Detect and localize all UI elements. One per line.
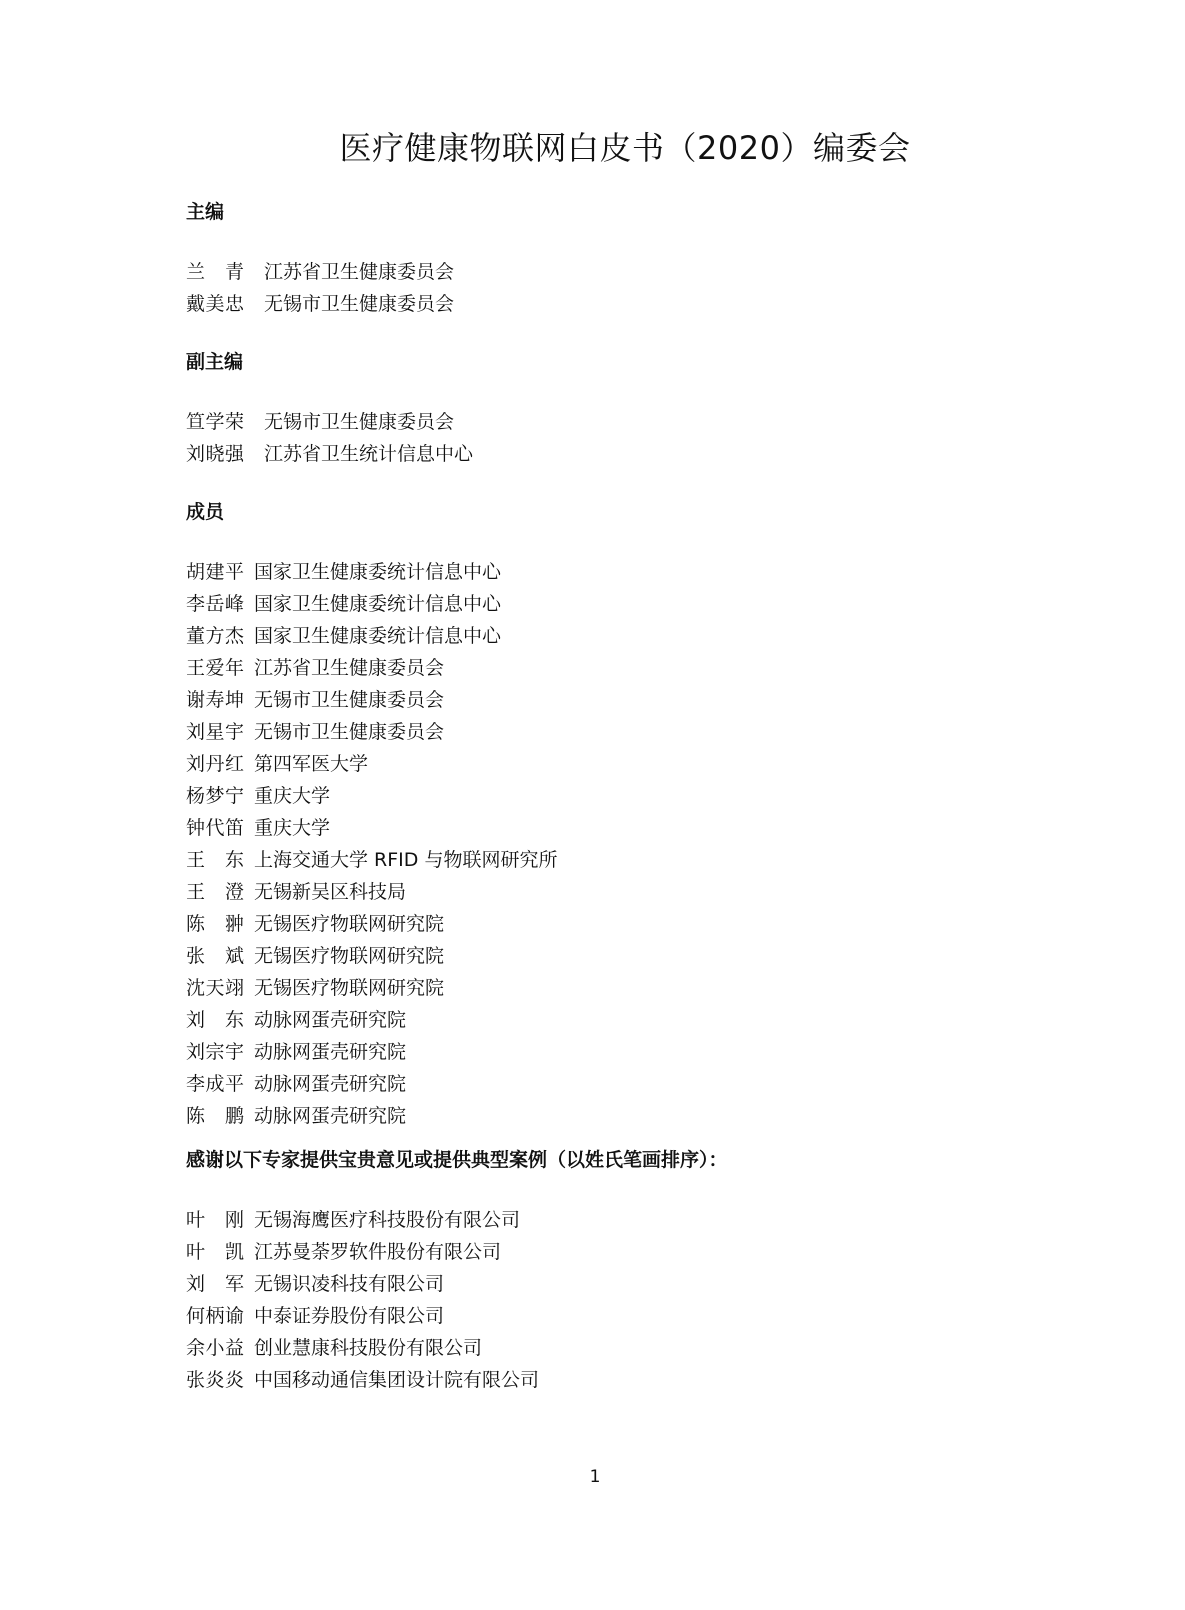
member-name: 李岳峰 (186, 593, 244, 615)
thanks-heading: 感谢以下专家提供宝贵意见或提供典型案例（以姓氏笔画排序）： (186, 1149, 728, 1171)
member-name: 刘星宇 (186, 721, 244, 743)
list-item (186, 684, 1086, 716)
members-section (186, 496, 1086, 1132)
member-org: 江苏曼荼罗软件股份有限公司 (254, 1241, 502, 1263)
list-item (186, 812, 1086, 844)
list-item (186, 940, 1086, 972)
list-item (186, 876, 1086, 908)
committee-list (186, 196, 1086, 1396)
list-item (186, 556, 1086, 588)
member-org: 江苏省卫生统计信息中心 (264, 443, 474, 465)
member-name: 陈鹏 (186, 1105, 244, 1127)
member-org: 无锡市卫生健康委员会 (254, 721, 445, 743)
member-name: 陈翀 (186, 913, 244, 935)
member-name: 笪学荣 (186, 411, 244, 433)
member-org: 创业慧康科技股份有限公司 (254, 1337, 483, 1359)
member-org: 重庆大学 (254, 817, 331, 839)
member-name: 王东 (186, 849, 244, 871)
member-name: 兰青 (186, 261, 244, 283)
member-org: 江苏省卫生健康委员会 (264, 261, 455, 283)
list-item (186, 438, 1086, 470)
member-name: 董方杰 (186, 625, 244, 647)
list-item (186, 1364, 1086, 1396)
member-name: 张斌 (186, 945, 244, 967)
spacer (186, 1132, 1086, 1144)
member-org: 无锡医疗物联网研究院 (254, 945, 445, 967)
member-name: 胡建平 (186, 561, 244, 583)
list-item (186, 652, 1086, 684)
list-item (186, 1004, 1086, 1036)
list-item (186, 1268, 1086, 1300)
list-item (186, 716, 1086, 748)
spacer (186, 228, 1086, 256)
page-number: 1 (589, 1467, 601, 1487)
spacer (186, 320, 1086, 346)
list-item (186, 780, 1086, 812)
list-item (186, 1204, 1086, 1236)
list-item (186, 908, 1086, 940)
deputy-editors-heading: 副主编 (186, 351, 244, 373)
member-org: 江苏省卫生健康委员会 (254, 657, 445, 679)
members-heading: 成员 (186, 501, 225, 523)
list-item (186, 620, 1086, 652)
member-org: 国家卫生健康委统计信息中心 (254, 625, 502, 647)
member-name: 沈天翊 (186, 977, 244, 999)
list-item (186, 1236, 1086, 1268)
member-org: 动脉网蛋壳研究院 (254, 1009, 407, 1031)
list-item (186, 1332, 1086, 1364)
member-org: 无锡海鹰医疗科技股份有限公司 (254, 1209, 521, 1231)
spacer (186, 1176, 1086, 1204)
member-org: 无锡市卫生健康委员会 (264, 411, 455, 433)
list-item (186, 748, 1086, 780)
member-name: 钟代笛 (186, 817, 244, 839)
thanks-section (186, 1144, 1086, 1396)
member-org: 无锡市卫生健康委员会 (254, 689, 445, 711)
spacer (186, 528, 1086, 556)
page-title: 医疗健康物联网白皮书（2020）编委会 (339, 129, 911, 167)
member-name: 谢寿坤 (186, 689, 244, 711)
member-name: 戴美忠 (186, 293, 244, 315)
member-org: 无锡识凌科技有限公司 (254, 1273, 445, 1295)
list-item (186, 972, 1086, 1004)
member-name: 刘晓强 (186, 443, 244, 465)
member-org: 无锡市卫生健康委员会 (264, 293, 455, 315)
member-name: 余小益 (186, 1337, 244, 1359)
member-org: 中国移动通信集团设计院有限公司 (254, 1369, 540, 1391)
member-org: 上海交通大学 RFID 与物联网研究所 (254, 849, 558, 871)
member-org: 动脉网蛋壳研究院 (254, 1041, 407, 1063)
member-name: 刘军 (186, 1273, 244, 1295)
member-org: 重庆大学 (254, 785, 331, 807)
spacer (186, 470, 1086, 496)
member-org: 动脉网蛋壳研究院 (254, 1105, 407, 1127)
spacer (186, 378, 1086, 406)
list-item (186, 1068, 1086, 1100)
member-org: 动脉网蛋壳研究院 (254, 1073, 407, 1095)
member-name: 王澄 (186, 881, 244, 903)
member-name: 叶凯 (186, 1241, 244, 1263)
member-org: 国家卫生健康委统计信息中心 (254, 561, 502, 583)
list-item (186, 256, 1086, 288)
member-name: 刘宗宇 (186, 1041, 244, 1063)
list-item (186, 588, 1086, 620)
member-name: 杨梦宁 (186, 785, 244, 807)
list-item (186, 288, 1086, 320)
member-org: 无锡医疗物联网研究院 (254, 977, 445, 999)
deputy-editors-section (186, 346, 1086, 470)
list-item (186, 406, 1086, 438)
member-name: 刘东 (186, 1009, 244, 1031)
member-name: 张炎炎 (186, 1369, 244, 1391)
member-org: 无锡新吴区科技局 (254, 881, 407, 903)
member-name: 刘丹红 (186, 753, 244, 775)
list-item (186, 844, 1086, 876)
member-name: 李成平 (186, 1073, 244, 1095)
member-org: 无锡医疗物联网研究院 (254, 913, 445, 935)
list-item (186, 1300, 1086, 1332)
member-org: 中泰证券股份有限公司 (254, 1305, 445, 1327)
member-name: 何柄谕 (186, 1305, 244, 1327)
member-org: 第四军医大学 (254, 753, 369, 775)
member-name: 叶刚 (186, 1209, 244, 1231)
member-name: 王爱年 (186, 657, 244, 679)
list-item (186, 1100, 1086, 1132)
member-org: 国家卫生健康委统计信息中心 (254, 593, 502, 615)
chief-editors-section (186, 196, 1086, 320)
chief-editors-heading: 主编 (186, 201, 225, 223)
list-item (186, 1036, 1086, 1068)
